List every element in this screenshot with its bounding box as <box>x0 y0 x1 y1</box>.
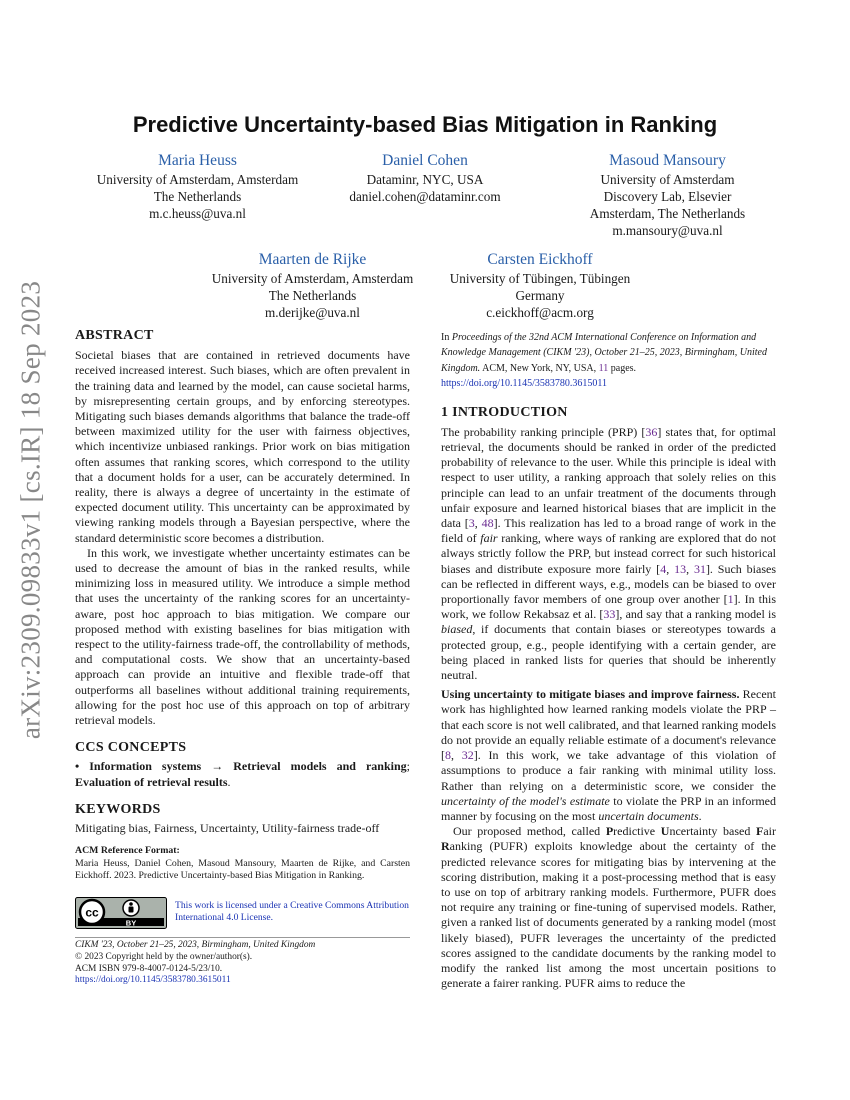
ccs-concept: Evaluation of retrieval results <box>75 774 228 789</box>
author-affiliation: University of Amsterdam <box>600 172 735 187</box>
proceedings-pages: 11 <box>598 362 609 374</box>
arxiv-sidebar <box>10 280 52 740</box>
author-name: Maria Heuss <box>158 152 237 169</box>
footer-doi-link[interactable]: https://doi.org/10.1145/3583780.3615011 <box>75 975 231 986</box>
citation[interactable]: 8 <box>445 748 451 763</box>
ccs-end: . <box>227 774 231 789</box>
author-block <box>305 150 545 205</box>
author-affiliation: Germany <box>515 288 565 303</box>
author-name: Carsten Eickhoff <box>487 251 593 268</box>
paragraph-heading: Using uncertainty to mitigate biases and improve fairness. <box>441 687 740 702</box>
author-affiliation: The Netherlands <box>153 189 242 204</box>
ccs-bullet: • <box>75 759 80 774</box>
citation[interactable]: 32 <box>461 748 474 763</box>
proceedings-in: In <box>441 332 452 343</box>
acm-reference <box>75 845 410 883</box>
abstract-paragraph: In this work, we investigate whether uncertainty estimates can be used to decrease the amount of bias in the ranked results, while minimizing loss in measured utility. We introduce a simple method that uses the uncertainty of the ranking scores for an uncertainty-aware, post hoc approach to bias mitigation. We compare our proposed method with existing baselines for bias mitigation with respect to the utility-fairness trade-off, the controllability of methods, and computational costs. We show that an uncertainty-based approach can provide an intuitive and flexible trade-off that outperforms all baselines without additional training requirements, allowing for the post hoc use of this approach on top of arbitrary retrieval models. <box>75 545 410 728</box>
citation[interactable]: 31 <box>693 561 706 576</box>
reference-heading: ACM Reference Format: <box>75 845 180 857</box>
author-name: Maarten de Rijke <box>258 251 367 268</box>
introduction-heading: 1 INTRODUCTION <box>441 404 568 420</box>
paper-title: Predictive Uncertainty-based Bias Mitigation in Ranking <box>132 112 718 137</box>
author-email: m.mansoury@uva.nl <box>612 223 723 238</box>
proceedings-doi-link[interactable]: https://doi.org/10.1145/3583780.3615011 <box>441 378 608 390</box>
author-block <box>190 249 435 321</box>
author-affiliation: Discovery Lab, Elsevier <box>603 189 732 204</box>
author-affiliation: Amsterdam, The Netherlands <box>589 206 746 221</box>
footer-copyright: © 2023 Copyright held by the owner/author(s). <box>75 951 253 962</box>
license-link[interactable]: This work is licensed under a Creative Commons Attribution International 4.0 License. <box>175 900 409 924</box>
author-email: c.eickhoff@acm.org <box>486 305 594 320</box>
footer-rule <box>75 937 410 938</box>
footer-isbn: ACM ISBN 979-8-4007-0124-5/23/10. <box>75 963 223 974</box>
citation[interactable]: 48 <box>481 516 494 531</box>
cc-by-license-icon[interactable] <box>75 897 167 929</box>
intro-paragraph: Using uncertainty to mitigate biases and improve fairness. Recent work has highlighted how learned ranking models violate the PRP – that each score is not well calibrated, and that learned ranking models do not provide an equally reliable estimate of a document's relevance [8, 32]. In this work, we take advantage of this violation of assumptions to produce a fair ranking with minimal utility loss. Rather than relying on a deterministic score, we consider the uncertainty of the model's estimate to violate the PRP in an informed manner by focusing on the most uncertain documents. <box>441 687 776 823</box>
author-affiliation: The Netherlands <box>268 288 357 303</box>
right-column <box>441 330 776 991</box>
footer <box>75 940 410 987</box>
author-affiliation: Dataminr, NYC, USA <box>366 172 484 187</box>
abstract-heading: ABSTRACT <box>75 328 154 343</box>
author-affiliation: University of Amsterdam, Amsterdam <box>96 172 299 187</box>
author-block <box>540 150 795 239</box>
by-text: BY <box>125 918 137 928</box>
citation[interactable]: 33 <box>603 607 616 622</box>
ccs-concepts <box>75 759 410 789</box>
arxiv-id: arXiv:2309.09833v1 [cs.IR] 18 Sep 2023 <box>15 280 46 740</box>
keywords-heading: KEYWORDS <box>75 801 161 817</box>
author-block <box>75 150 320 222</box>
ccs-heading: CCS CONCEPTS <box>75 740 187 756</box>
citation[interactable]: 13 <box>674 561 687 576</box>
author-email: m.c.heuss@uva.nl <box>149 206 246 221</box>
intro-paragraph: Our proposed method, called Predictive Uncertainty based Fair Ranking (PUFR) exploits knowledge about the certainty of the predicted relevance scores for mitigating bias by intervening at the scoring distribution, making it a post-processing method that is easy to use on top of arbitrary ranking models. Furthermore, PUFR does not require any training or fine-tuning of supervised models. Rather, given a ranked list of documents generated by a ranking model (most likely biased), PUFR leverages the uncertainty of the predicted scores assigned to the candidate documents by the ranking model to modify the ranked list among the most uncertain positions to generate a fairer ranking. PUFR aims to reduce the <box>441 824 776 991</box>
ccs-separator: ; <box>406 759 410 774</box>
arrow-icon: → <box>211 759 224 774</box>
ccs-concept: Information systems <box>89 759 202 774</box>
ccs-concept: Retrieval models and ranking <box>233 759 407 774</box>
cc-text: cc <box>85 905 99 920</box>
reference-text: Maria Heuss, Daniel Cohen, Masoud Mansoury, Maarten de Rijke, and Carsten Eickhoff. 2023. Predictive Uncertainty-based Bias Mitigation in Ranking. <box>75 857 410 882</box>
citation[interactable]: 36 <box>645 424 658 439</box>
citation[interactable]: 3 <box>468 516 475 531</box>
proceedings-note <box>441 330 776 392</box>
author-affiliation: University of Tübingen, Tübingen <box>449 271 631 286</box>
left-column <box>75 328 410 883</box>
citation[interactable]: 4 <box>660 561 667 576</box>
proceedings-pages-suffix: pages. <box>608 362 637 374</box>
author-name: Masoud Mansoury <box>609 152 726 169</box>
citation[interactable]: 1 <box>727 592 734 607</box>
proceedings-publisher: ACM, New York, NY, USA, <box>480 362 599 374</box>
intro-paragraph: The probability ranking principle (PRP) [36] states that, for optimal retrieval, the documents should be ranked in order of the predicted probability of relevance to the user. While this principle is ideal with respect to user utility, a ranking approach that solely relies on this principle can lead to an unfair treatment of the documents through unfair exposure and learned historical biases that are implicit in the data [3, 48]. This realization has led to a broad range of work in the field of fair ranking, where ways of ranking are explored that do not always strictly follow the PRP, but instead correct for such historical biases and distribute exposure more fairly [4, 13, 31]. Such biases can be reflected in different ways, e.g., models can be biased to over proportionally favor members of one group over another [1]. In this work, we follow Rekabsaz et al. [33], and say that a ranking model is biased, if documents that contain biases or stereotypes towards a protected group, e.g., people identifying with a certain gender, are being placed in ranked lists for queries that should be inherently neutral. <box>441 424 777 683</box>
author-email: daniel.cohen@dataminr.com <box>349 189 501 204</box>
author-block <box>425 249 655 321</box>
proceedings-venue: Proceedings of the 32nd ACM International Conference on Information and Knowledge Management (CIKM '23), October 21–25, 2023, Birmingham, United Kingdom. <box>441 332 767 374</box>
author-name: Daniel Cohen <box>382 152 468 169</box>
abstract-paragraph: Societal biases that are contained in retrieved documents have received increased interest. Such biases, which are often prevalent in the training data and learned by the model, can cause societal harms, by misrepresenting certain groups, and by enforcing stereotypes. Mitigating such biases demands algorithms that balance the trade-off between maximized utility for the user with fairness objectives, which incentivize unbiased rankings. Prior work on bias mitigation often assumes that ranking scores, which correspond to the utility that a document holds for a user, can be accurately determined. In reality, there is always a degree of uncertainty in the estimate of expected document utility. This uncertainty can be approximated by viewing ranking models through a Bayesian perspective, where the standard deterministic score becomes a distribution. <box>75 348 410 545</box>
author-affiliation: University of Amsterdam, Amsterdam <box>211 271 414 286</box>
keywords-text: Mitigating bias, Fairness, Uncertainty, Utility-fairness trade-off <box>75 821 380 836</box>
footer-venue: CIKM '23, October 21–25, 2023, Birmingham, United Kingdom <box>75 940 316 950</box>
author-email: m.derijke@uva.nl <box>265 305 360 320</box>
